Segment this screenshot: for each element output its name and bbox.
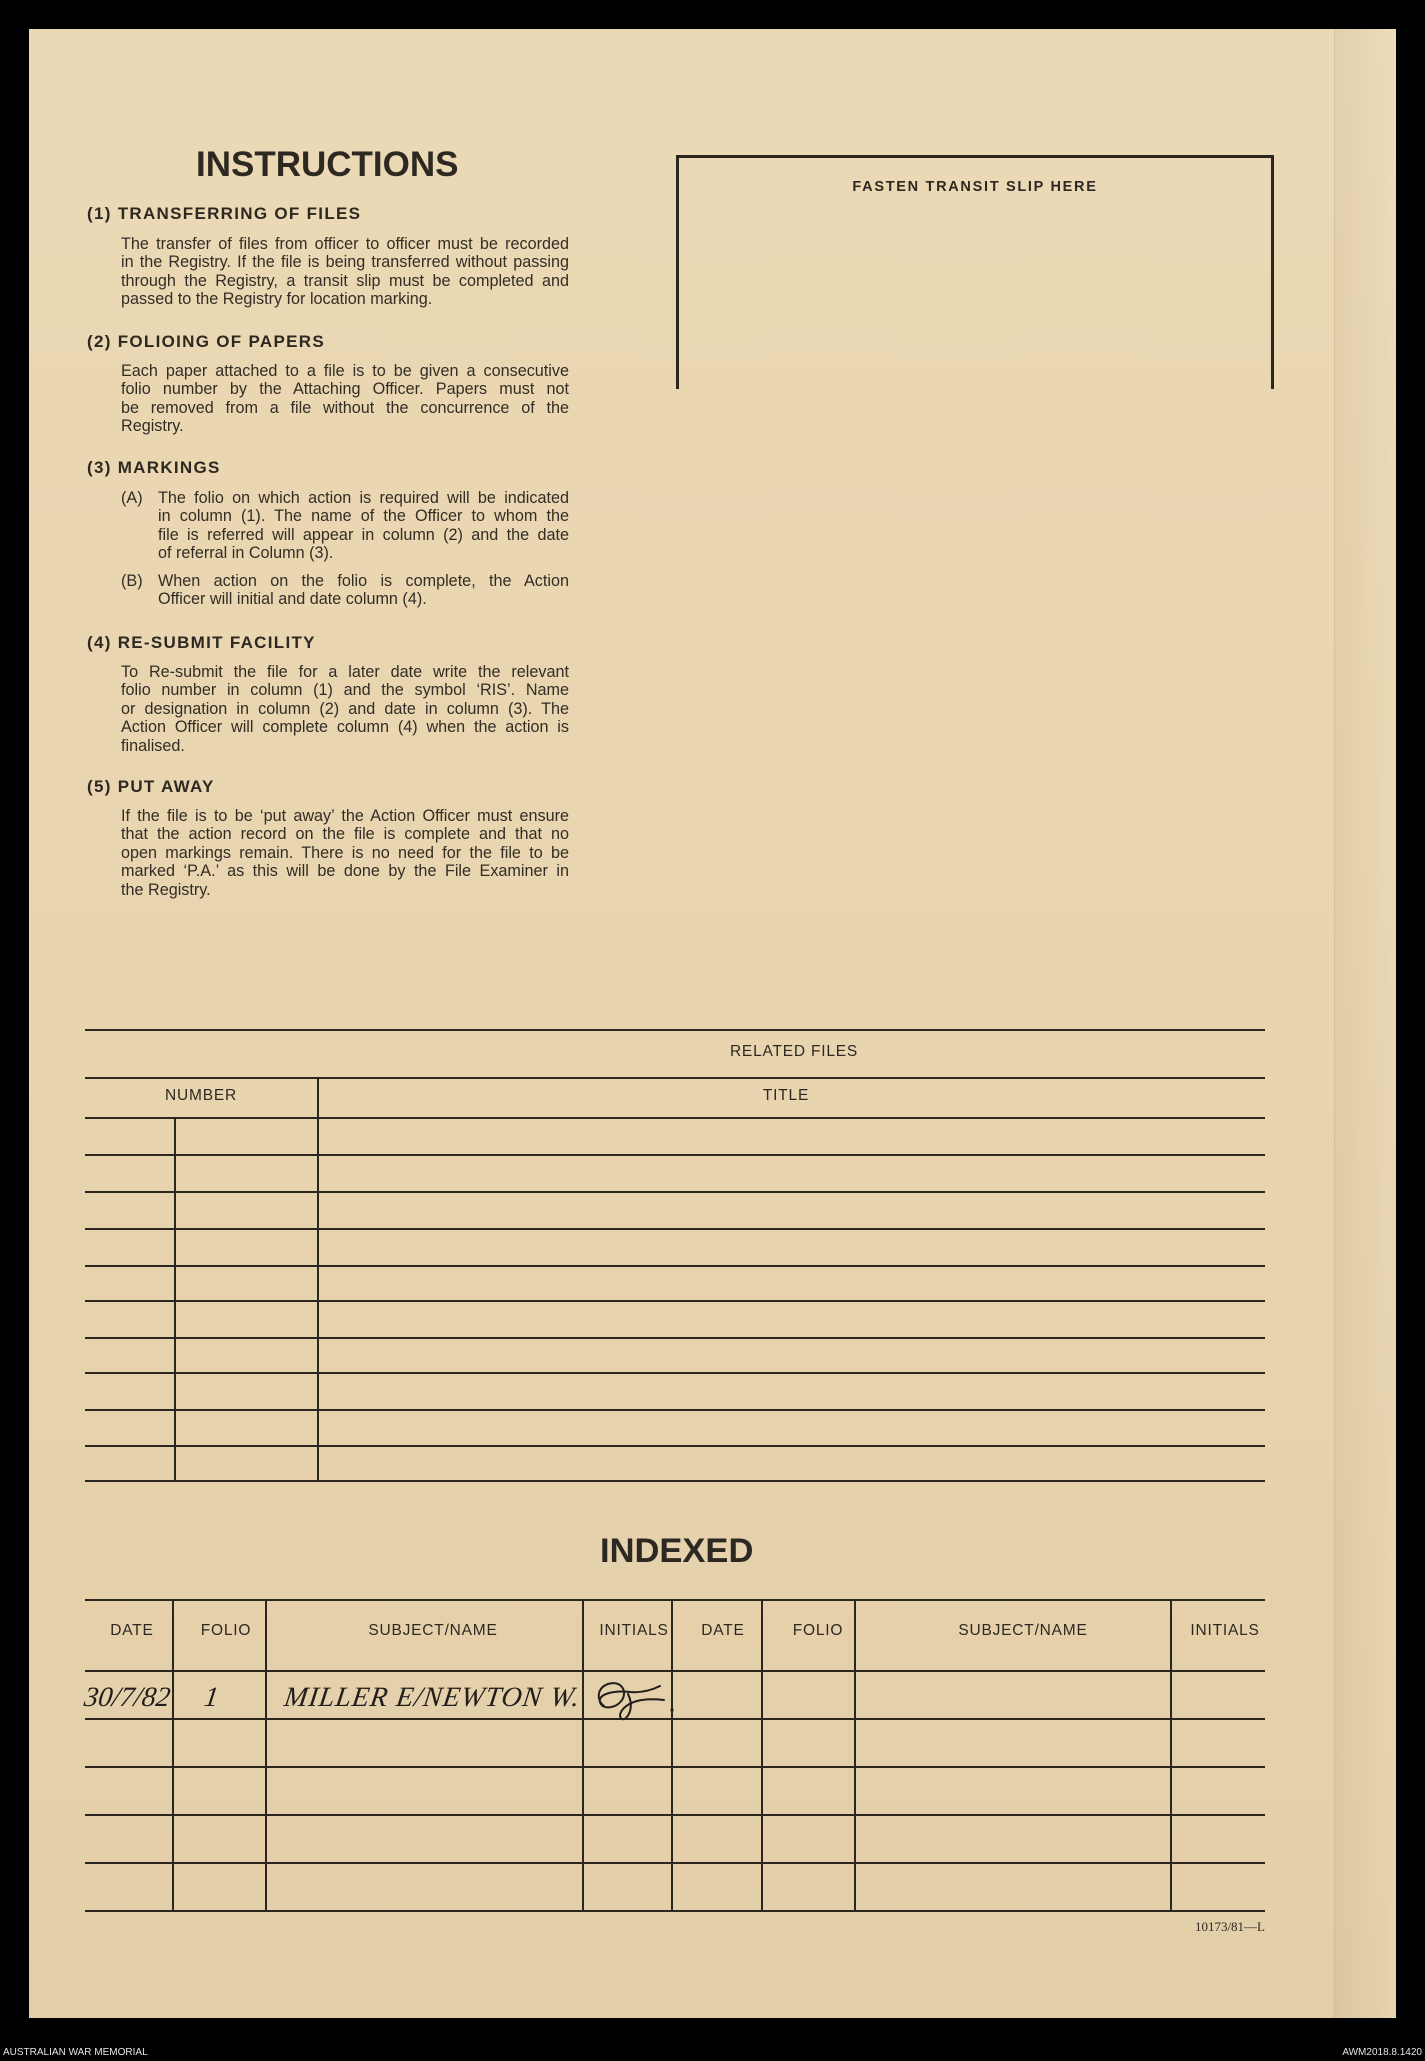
folder-flap-edge <box>1334 29 1396 2018</box>
column-header-title: TITLE <box>762 1087 810 1104</box>
archive-accession-number: AWM2018.8.1420 <box>1342 2047 1422 2058</box>
text-line: passed to the Registry for location marking. <box>121 290 433 309</box>
handwritten-date: 30/7/82 <box>82 1682 173 1713</box>
related-files-top-rule <box>85 1029 1265 1031</box>
text-line: The transfer of files from officer to officer must be recorded <box>121 235 569 253</box>
text-line: Registry. <box>121 417 184 436</box>
related-files-number-subdivider <box>174 1117 176 1481</box>
column-header-number: NUMBER <box>165 1087 237 1104</box>
text-line: finalised. <box>121 736 185 755</box>
text-line: of referral in Column (3). <box>158 544 334 563</box>
text-line: or designation in column (2) and date in column (3). The <box>121 699 569 718</box>
related-files-row-divider <box>85 1409 1265 1411</box>
indexed-column-divider <box>1170 1599 1172 1911</box>
indexed-header-initials-2: INITIALS <box>1190 1622 1260 1639</box>
text-line: through the Registry, a transit slip must be completed and <box>121 271 569 290</box>
indexed-column-divider <box>582 1599 584 1911</box>
related-files-row-divider <box>85 1300 1265 1302</box>
indexed-row-divider <box>85 1862 1265 1864</box>
item-text-b <box>158 572 569 609</box>
section-heading-transferring: (1) TRANSFERRING OF FILES <box>87 204 362 223</box>
text-line: When action on the folio is complete, the Action <box>158 572 569 590</box>
instructions-title: INSTRUCTIONS <box>196 145 459 184</box>
indexed-header-rule <box>85 1670 1265 1672</box>
indexed-bottom-rule <box>85 1910 1265 1912</box>
indexed-header-date-2: DATE <box>701 1622 745 1639</box>
indexed-row-divider <box>85 1766 1265 1768</box>
text-line: the Registry. <box>121 880 211 899</box>
text-line: Each paper attached to a file is to be given a consecutive <box>121 362 569 380</box>
text-line: Officer will initial and date column (4). <box>158 590 427 609</box>
archive-credit: AUSTRALIAN WAR MEMORIAL <box>3 2047 148 2058</box>
indexed-column-divider <box>854 1599 856 1911</box>
form-number: 10173/81—L <box>1194 1919 1265 1934</box>
indexed-header-folio: FOLIO <box>200 1622 252 1639</box>
section-heading-put-away: (5) PUT AWAY <box>87 777 215 796</box>
section-text-folioing <box>121 362 569 436</box>
related-files-row-divider <box>85 1337 1265 1339</box>
indexed-column-divider <box>761 1599 763 1911</box>
section-heading-folioing: (2) FOLIOING OF PAPERS <box>87 332 325 351</box>
text-line: be removed from a file without the concurrence of the <box>121 398 569 417</box>
text-line: that the action record on the file is complete and that no <box>121 825 569 844</box>
related-files-row-divider <box>85 1372 1265 1374</box>
indexed-header-date: DATE <box>110 1622 154 1639</box>
indexed-header-initials: INITIALS <box>599 1622 669 1639</box>
related-files-row-divider <box>85 1117 1265 1119</box>
text-line: open markings remain. There is no need for the file to be <box>121 843 569 862</box>
text-line: To Re-submit the file for a later date write the relevant <box>121 663 569 681</box>
indexed-header-folio-2: FOLIO <box>792 1622 844 1639</box>
section-text-transferring <box>121 235 569 309</box>
indexed-column-divider <box>172 1599 174 1911</box>
indexed-header-subject-name: SUBJECT/NAME <box>368 1622 498 1639</box>
indexed-row-divider <box>85 1814 1265 1816</box>
transit-slip-label: FASTEN TRANSIT SLIP HERE <box>852 179 1098 195</box>
text-line: in the Registry. If the file is being transferred without passing <box>121 253 569 272</box>
signature-scribble <box>585 1675 680 1725</box>
related-files-row-divider <box>85 1191 1265 1193</box>
related-files-row-divider <box>85 1265 1265 1267</box>
section-heading-resubmit: (4) RE-SUBMIT FACILITY <box>87 633 316 652</box>
indexed-column-divider <box>265 1599 267 1911</box>
section-heading-markings: (3) MARKINGS <box>87 458 221 477</box>
related-files-row-divider <box>85 1228 1265 1230</box>
text-line: folio number by the Attaching Officer. Papers must not <box>121 380 569 399</box>
text-line: marked ‘P.A.’ as this will be done by the File Examiner in <box>121 862 569 881</box>
handwritten-subject-name: MILLER E/NEWTON W. <box>282 1682 583 1713</box>
section-text-put-away <box>121 807 569 899</box>
indexed-center-divider <box>671 1599 673 1911</box>
text-line: If the file is to be ‘put away’ the Action Officer must ensure <box>121 807 569 825</box>
text-line: folio number in column (1) and the symbol ‘RIS’. Name <box>121 681 569 700</box>
related-files-bottom-rule <box>85 1480 1265 1482</box>
related-files-header-rule <box>85 1077 1265 1079</box>
text-line: in column (1). The name of the Officer to whom the <box>158 507 569 526</box>
text-line: file is referred will appear in column (2) and the date <box>158 525 569 544</box>
item-label-a: (A) <box>121 489 143 507</box>
related-files-row-divider <box>85 1445 1265 1447</box>
related-files-column-divider <box>317 1077 319 1481</box>
text-line: Action Officer will complete column (4) when the action is <box>121 718 569 737</box>
related-files-row-divider <box>85 1154 1265 1156</box>
text-line: The folio on which action is required will be indicated <box>158 489 569 507</box>
item-text-a <box>158 489 569 563</box>
handwritten-folio: 1 <box>202 1682 221 1713</box>
indexed-header-subject-name-2: SUBJECT/NAME <box>958 1622 1088 1639</box>
indexed-top-rule <box>85 1599 1265 1601</box>
related-files-title: RELATED FILES <box>729 1043 859 1060</box>
item-label-b: (B) <box>121 572 143 590</box>
indexed-title: INDEXED <box>600 1532 754 1570</box>
section-text-resubmit <box>121 663 569 755</box>
